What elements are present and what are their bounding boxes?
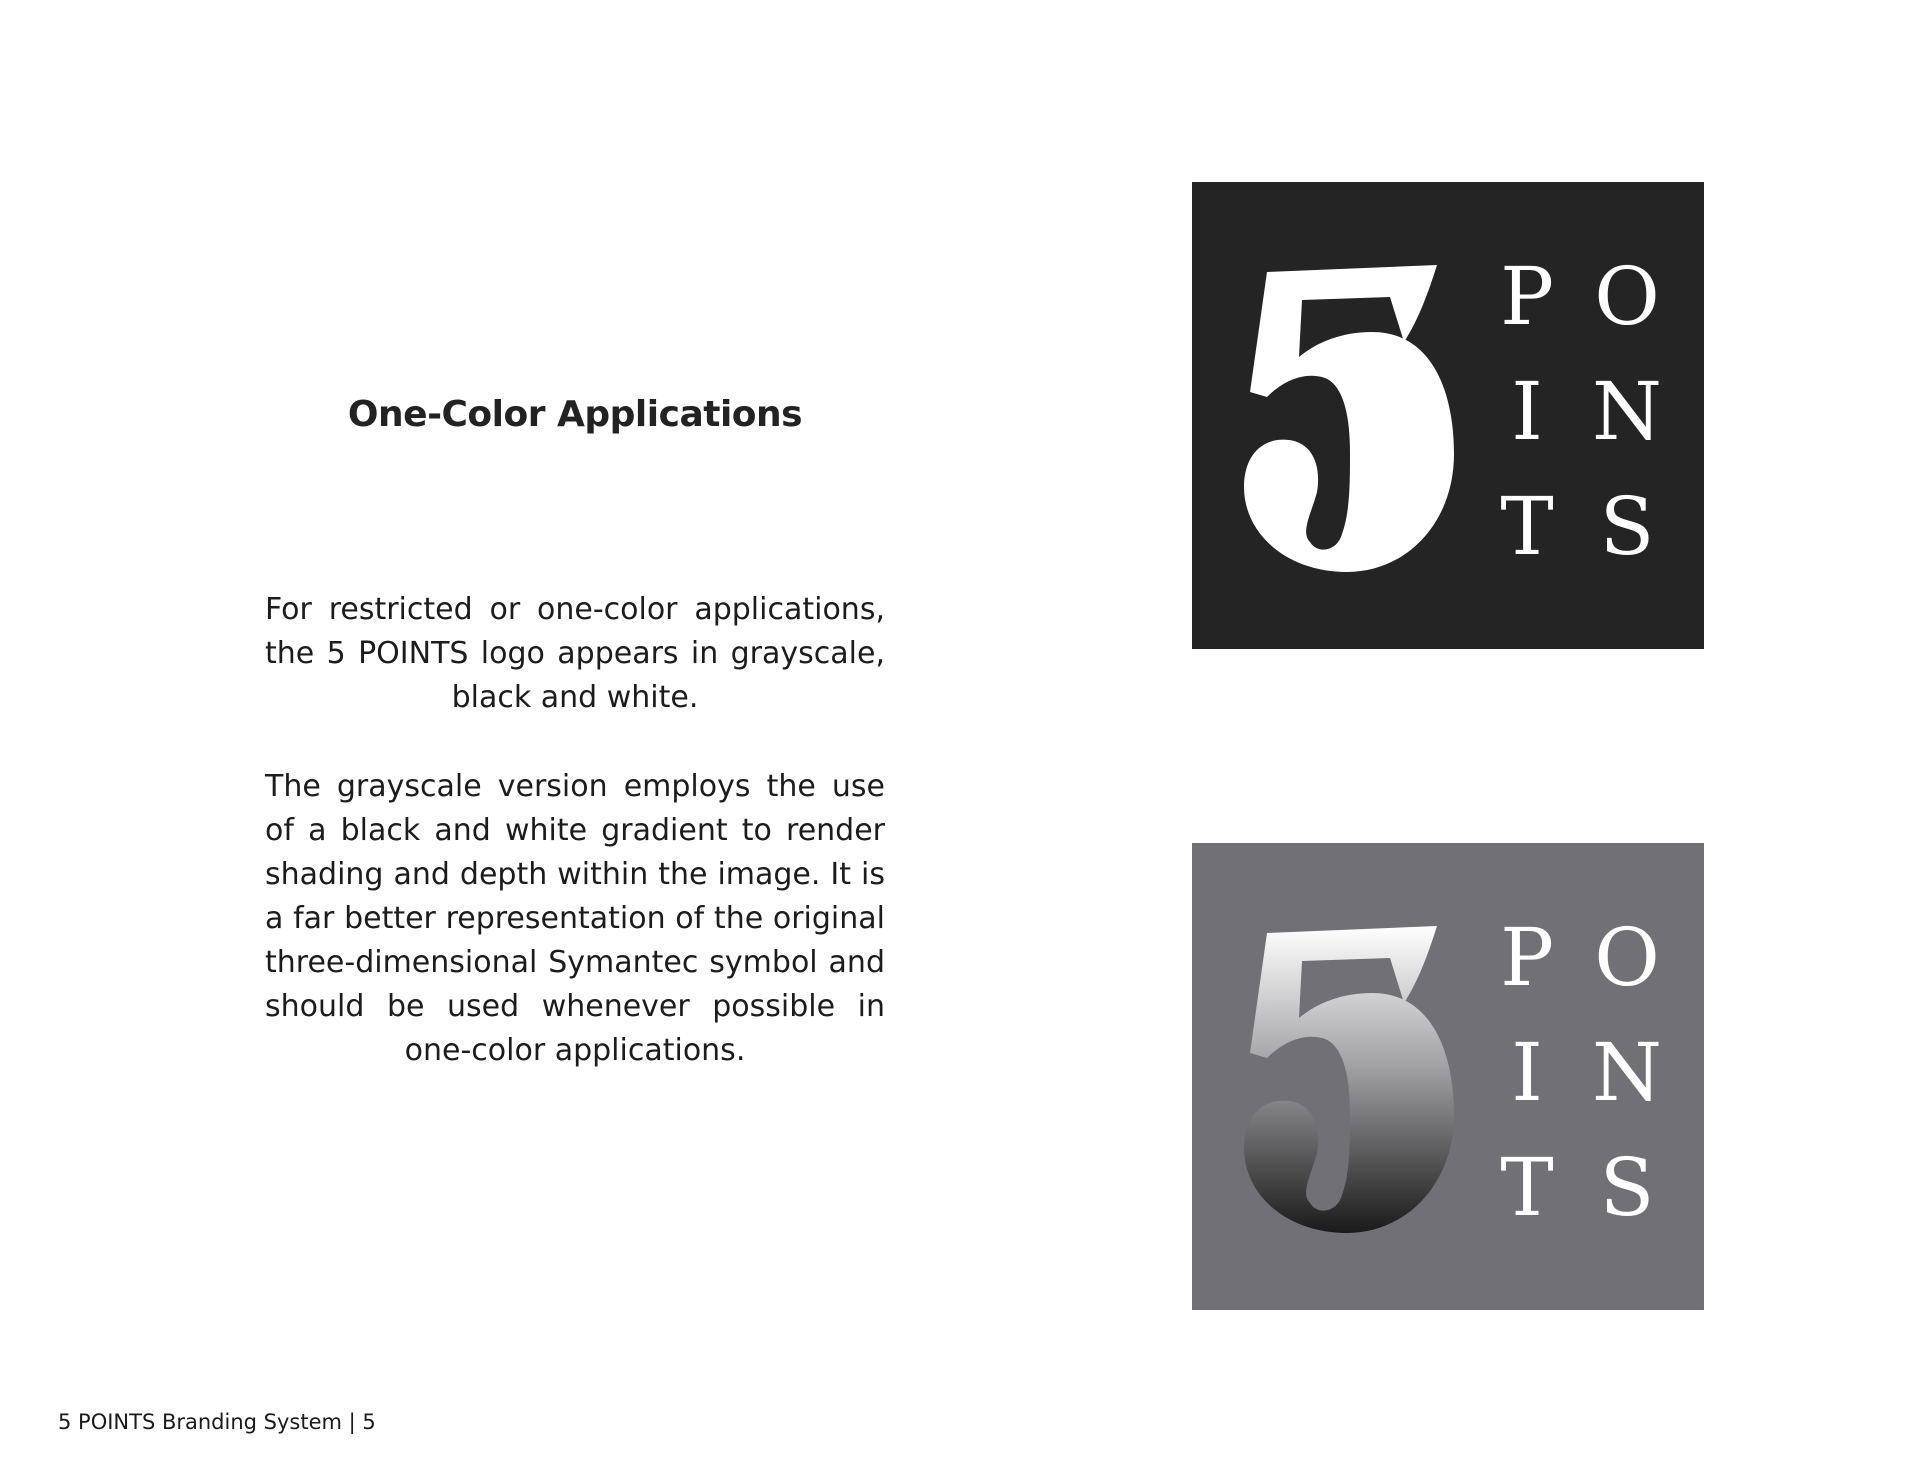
wordmark-letter: S xyxy=(1599,1141,1655,1234)
wordmark-letter: T xyxy=(1500,480,1554,573)
points-wordmark xyxy=(1492,911,1662,1238)
wordmark-letter: O xyxy=(1594,911,1660,1004)
wordmark-letter: I xyxy=(1511,365,1543,458)
wordmark-letter: O xyxy=(1594,250,1660,343)
wordmark-letter: P xyxy=(1500,911,1554,1004)
page-footer: 5 POINTS Branding System | 5 xyxy=(58,1410,376,1434)
wordmark-letter: S xyxy=(1599,480,1655,573)
wordmark-letter: T xyxy=(1500,1141,1554,1234)
logo-black-white xyxy=(1192,182,1704,649)
logo-grayscale xyxy=(1192,843,1704,1310)
wordmark-letter: P xyxy=(1500,250,1554,343)
grayscale-paragraph: The grayscale version employs the use of a black and white gradient to render shading and depth within the image. It is a far better representation of the original three-dimensional Symantec symbol and should be used whenever possible in one-color applications. xyxy=(265,769,885,1068)
wordmark-letter: I xyxy=(1511,1026,1543,1119)
points-wordmark xyxy=(1492,250,1662,577)
page-heading: One-Color Applications xyxy=(347,394,803,435)
wordmark-letter: N xyxy=(1592,365,1662,458)
wordmark-letter: N xyxy=(1592,1026,1662,1119)
intro-paragraph: For restricted or one-color applications, the 5 POINTS logo appears in grayscale, black and white. xyxy=(265,592,885,715)
